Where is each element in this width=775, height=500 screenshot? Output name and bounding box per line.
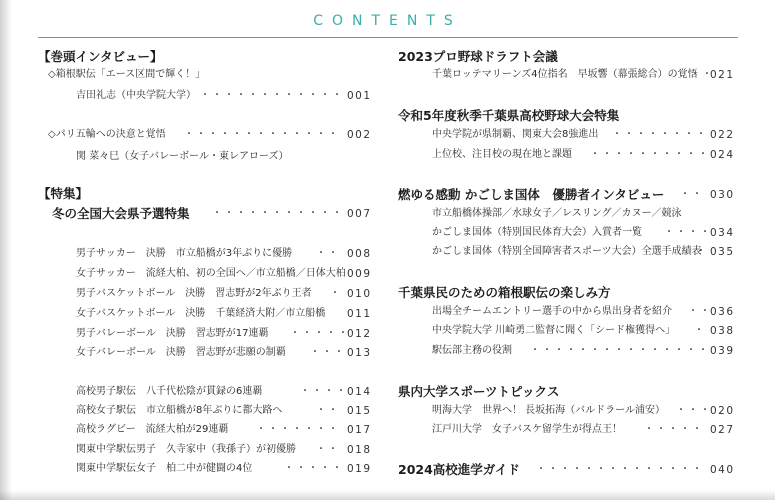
- toc-item: 江戸川大学 女子バスケ留学生が得点王！: [432, 424, 622, 435]
- page-number: 008: [347, 248, 372, 260]
- leader-dots: [316, 404, 344, 418]
- leader-dots: [676, 404, 708, 418]
- page-number: 021: [710, 69, 735, 81]
- toc-item: 関東中学駅伝男子 久寺家中（我孫子）が初優勝: [76, 444, 296, 455]
- toc-item: 女子バスケットボール 決勝 千葉経済大附／市立船橋: [76, 308, 326, 319]
- page-number: 018: [347, 444, 372, 456]
- toc-item: 千葉ロッテマリーンズ4位指名 早坂響（幕張総合）の覚悟: [432, 69, 698, 80]
- page-number: 024: [710, 149, 735, 161]
- toc-item: 高校ラグビー 流経大柏が29連覇: [76, 424, 229, 435]
- page-number: 015: [347, 405, 372, 417]
- toc-item: 男子サッカー 決勝 市立船橋が3年ぶりに優勝: [76, 248, 293, 259]
- page-number: 038: [710, 325, 735, 337]
- contents-title: CONTENTS: [313, 13, 462, 29]
- page-number: 027: [710, 424, 735, 436]
- toc-item: 女子サッカー 流経大柏、初の全国へ／市立船橋／日体大柏: [76, 268, 346, 279]
- leader-dots: [530, 344, 708, 358]
- toc-item: 男子バレーボール 決勝 習志野が17連覇: [76, 328, 269, 339]
- page-number: 014: [347, 386, 372, 398]
- leader-dots: [690, 68, 708, 82]
- section-title-guide: 2024高校進学ガイド: [398, 462, 520, 477]
- leader-dots: [284, 462, 344, 476]
- leader-dots: [200, 89, 343, 103]
- article-author: 吉田礼志（中央学院大学）: [76, 90, 196, 101]
- leader-dots: [330, 287, 344, 301]
- toc-item: 高校男子駅伝 八千代松陰が貫録の6連覇: [76, 386, 263, 397]
- page-number: 001: [347, 90, 372, 102]
- title-rule: [38, 37, 738, 38]
- feature-title: 冬の全国大会県予選特集: [52, 206, 190, 221]
- leader-dots: [664, 226, 708, 240]
- article-author: 関 菜々巳（女子バレーボール・東レアローズ）: [76, 151, 289, 162]
- page-number: 022: [710, 129, 735, 141]
- leader-dots: [536, 463, 708, 477]
- page-number: 036: [710, 306, 735, 318]
- toc-item: 関東中学駅伝女子 柏二中が健闘の4位: [76, 463, 253, 474]
- page-number: 011: [347, 308, 372, 320]
- page-gutter-shadow: [0, 0, 12, 500]
- leader-dots: [612, 128, 708, 142]
- page-number: 017: [347, 424, 372, 436]
- section-title-kokutai: 燃ゆる感動 かごしま国体 優勝者インタビュー: [398, 187, 665, 202]
- leader-dots: [688, 305, 708, 319]
- page-number: 012: [347, 328, 372, 340]
- section-title-university: 県内大学スポーツトピックス: [398, 384, 560, 399]
- leader-dots: [184, 128, 343, 142]
- leader-dots: [590, 148, 708, 162]
- section-title-hakone: 千葉県民のための箱根駅伝の楽しみ方: [398, 285, 611, 300]
- toc-item: 女子バレーボール 決勝 習志野が悲願の制覇: [76, 347, 286, 358]
- toc-item: かごしま国体（特別国民体育大会）入賞者一覧: [432, 227, 642, 238]
- leader-dots: [256, 423, 344, 437]
- leader-dots: [300, 385, 344, 399]
- toc-item: 男子バスケットボール 決勝 習志野が2年ぶり王者: [76, 288, 312, 299]
- article-title: ◇パリ五輪への決意と覚悟: [48, 129, 166, 140]
- page-number: 034: [710, 227, 735, 239]
- leader-dots: [310, 346, 344, 360]
- section-title-draft: 2023プロ野球ドラフト会議: [398, 49, 558, 64]
- leader-dots: [694, 324, 708, 338]
- page-bottom-shadow: [0, 490, 775, 500]
- page-number: 013: [347, 347, 372, 359]
- toc-item: 明海大学 世界へ！ 長坂拓海（バルドラール浦安）: [432, 405, 665, 416]
- article-title: ◇箱根駅伝「エース区間で輝く！」: [48, 69, 206, 80]
- page-number: 030: [710, 189, 735, 201]
- toc-item: 市立船橋体操部／水球女子／レスリング／カヌー／競泳: [432, 208, 682, 219]
- leader-dots: [644, 423, 708, 437]
- section-title-baseball: 令和5年度秋季千葉県高校野球大会特集: [398, 108, 620, 123]
- toc-item: 中央学院大学 川崎勇二監督に聞く「シード権獲得へ」: [432, 325, 676, 336]
- leader-dots: [212, 207, 343, 221]
- toc-item: 高校女子駅伝 市立船橋が8年ぶりに都大路へ: [76, 405, 283, 416]
- page-number: 035: [710, 246, 735, 258]
- page-number: 009: [347, 268, 372, 280]
- page-number: 020: [710, 405, 735, 417]
- page-number: 010: [347, 288, 372, 300]
- toc-item: 駅伝部主務の役割: [432, 345, 512, 356]
- section-heading-interview: 【巻頭インタビュー】: [38, 49, 163, 64]
- leader-dots: [316, 247, 344, 261]
- leader-dots: [316, 443, 344, 457]
- leader-dots: [696, 245, 708, 259]
- page-number: 019: [347, 463, 372, 475]
- page-number: 039: [710, 345, 735, 357]
- page-number: 002: [347, 129, 372, 141]
- page-number: 040: [710, 464, 735, 476]
- toc-item: 出場全チームエントリー選手の中から県出身者を紹介: [432, 306, 672, 317]
- toc-item: かごしま国体（特別全国障害者スポーツ大会）全選手成績表: [432, 246, 702, 257]
- toc-item: 上位校、注目校の現在地と課題: [432, 149, 572, 160]
- section-heading-feature: 【特集】: [38, 186, 89, 201]
- page-number: 007: [347, 208, 372, 220]
- leader-dots: [290, 327, 344, 341]
- leader-dots: [680, 188, 708, 202]
- toc-item: 中央学院が県制覇、関東大会8強進出: [432, 129, 599, 140]
